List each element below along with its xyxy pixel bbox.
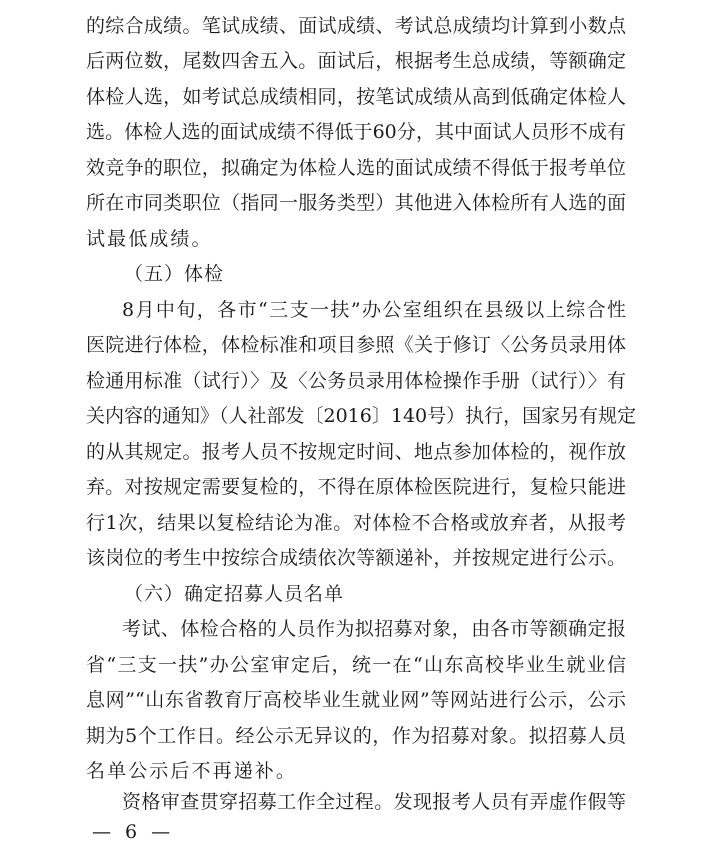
- body-text-line: 医院进行体检，体检标准和项目参照《关于修订〈公务员录用体: [86, 334, 626, 356]
- body-text-line: 试最低成绩。: [86, 228, 213, 250]
- body-text-line: 后两位数，尾数四舍五入。面试后，根据考生总成绩，等额确定: [86, 50, 626, 72]
- body-text-line: 的从其规定。报考人员不按规定时间、地点参加体检的，视作放: [86, 441, 626, 463]
- body-text-line: 所在市同类职位（指同一服务类型）其他进入体检所有人选的面: [86, 192, 626, 214]
- section-heading-recruit-list: （六）确定招募人员名单: [124, 583, 345, 605]
- body-text-line: 弃。对按规定需要复检的，不得在原体检医院进行，复检只能进: [86, 476, 626, 498]
- body-text-line: 8月中旬，各市“三支一扶”办公室组织在县级以上综合性: [122, 299, 626, 321]
- body-text-line: 考试、体检合格的人员作为拟招募对象，由各市等额确定报: [122, 618, 626, 640]
- body-text-line: 行1次，结果以复检结论为准。对体检不合格或放弃者，从报考: [86, 512, 626, 534]
- body-text-line: 效竞争的职位，拟确定为体检人选的面试成绩不得低于报考单位: [86, 157, 626, 179]
- body-text-line: 息网”“山东省教育厅高校毕业生就业网”等网站进行公示，公示: [86, 689, 626, 711]
- body-text-line: 名单公示后不再递补。: [86, 760, 298, 782]
- body-text-line: 检通用标准（试行）〉及〈公务员录用体检操作手册（试行）〉有: [86, 370, 626, 392]
- body-text-line: 该岗位的考生中按综合成绩依次等额递补，并按规定进行公示。: [86, 547, 626, 569]
- body-text-line: 关内容的通知》（人社部发〔2016〕140号）执行，国家另有规定: [86, 405, 637, 427]
- body-text-line: 资格审查贯穿招募工作全过程。发现报考人员有弄虚作假等: [122, 791, 626, 813]
- body-text-line: 期为5个工作日。经公示无异议的，作为招募对象。拟招募人员: [86, 725, 626, 747]
- body-text-line: 的综合成绩。笔试成绩、面试成绩、考试总成绩均计算到小数点: [86, 15, 626, 37]
- body-text-line: 体检人选，如考试总成绩相同，按笔试成绩从高到低确定体检人: [86, 86, 626, 108]
- page-number: — 6 —: [92, 821, 175, 843]
- section-heading-physical-exam: （五）体检: [124, 263, 225, 285]
- body-text-line: 选。体检人选的面试成绩不得低于60分，其中面试人员形不成有: [86, 121, 626, 143]
- body-text-line: 省“三支一扶”办公室审定后，统一在“山东高校毕业生就业信: [86, 654, 626, 676]
